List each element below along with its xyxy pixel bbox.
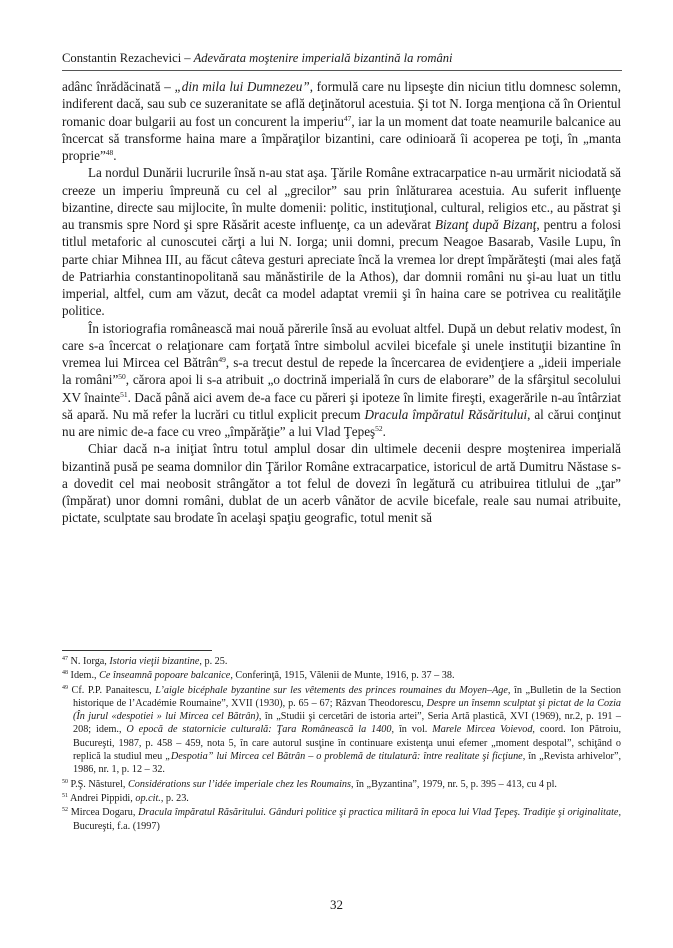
header-author: Constantin Rezachevici xyxy=(62,51,182,65)
text-run: Cf. P.P. Panaitescu, xyxy=(68,684,156,696)
footnote-52 xyxy=(62,806,621,833)
footnote-47 xyxy=(62,655,621,668)
paragraph-1 xyxy=(62,78,621,164)
text-run: , iar la un moment dat toate neamurile balcanice au încercat să transforme haina mare a împăraţilor bizantini, care odinioară îi acoperea pe toţi, în „manta proprie” xyxy=(62,113,621,163)
text-run: Mircea Dogaru, xyxy=(68,807,139,819)
text-run: , p. 23. xyxy=(160,792,189,804)
text-run-italic: Ce înseamnă popoare balcanice xyxy=(99,670,231,682)
text-run-italic: „din mila lui Dumnezeu” xyxy=(174,79,310,94)
footnote-rule xyxy=(62,650,212,651)
text-run: , în „Bulletin de la Section historique de l’Académie Roumaine”, XVII (1930), p. 65 – 67; Răzvan Theodorescu, xyxy=(73,684,621,709)
footnote-ref: 49 xyxy=(218,355,226,364)
text-run: Andrei Pippidi, xyxy=(68,792,136,804)
text-run-italic: O epocă de statornicie culturală: Ţara Românească la 1400 xyxy=(126,724,392,736)
text-run-italic: Marele Mircea Voievod xyxy=(432,724,533,736)
text-run: N. Iorga, xyxy=(68,656,110,667)
footnote-51 xyxy=(62,792,621,805)
text-run: , în vol. xyxy=(391,724,433,736)
paragraph-4 xyxy=(62,440,621,526)
footnote-ref: 50 xyxy=(118,372,126,382)
paragraph-3 xyxy=(62,320,621,441)
text-run: Bucureşti, f.a. (1997) xyxy=(73,820,160,832)
text-run: adânc înrădăcinată – xyxy=(62,79,175,94)
text-run-italic: L’aigle bicéphale byzantine sur les vêtements des princes roumaines du Moyen–Age xyxy=(155,684,508,696)
text-run: , s-a trecut destul de repede la încercarea de evidenţiere a „ideii imperiale la români” xyxy=(62,355,622,388)
header-title: Adevărata moştenire imperială bizantină la români xyxy=(193,51,453,65)
footnotes xyxy=(62,655,621,834)
text-run-italic: op.cit. xyxy=(135,792,161,804)
text-run: , în „Byzantina”, 1979, nr. 5, p. 395 – 413, cu 4 pl. xyxy=(350,778,557,790)
text-run: P.Ş. Năsturel, xyxy=(68,778,128,790)
footnote-number: 47 xyxy=(62,656,68,662)
text-run: , Conferinţă, 1915, Vălenii de Munte, 1916, p. 37 – 38. xyxy=(230,670,455,682)
text-run: Chiar dacă n-a iniţiat întru totul amplul dosar din ultimele decenii despre moştenirea imperială bizantină pusă pe seama domnilor din Ţărilor Române extracarpatice, istoricul de artă Dumitru Năstase s-a dovedit cel mai neobosit strângător a tot felul de dovezi în legătură cu atribuirea titlului de „ţar” (împărat) unor domni români, dublat de un acerb vânător de acvile bicefale, reale sau numai atribuite, pictate, sculptate sau brodate în acelaşi spaţiu geografic, totul menit să xyxy=(62,441,621,526)
text-run-italic: Dracula împăratul Răsăritului. Gânduri politice şi practica militară în epoca lui Vlad Ţepeş. Tradiţie şi originalitate, xyxy=(138,807,621,819)
text-run: , cărora apoi li s-a atribuit „o doctrină imperială în curs de elaborare” de la sfârşitul secolului XV înainte xyxy=(62,372,622,405)
footnote-number: 51 xyxy=(62,792,68,799)
body-text xyxy=(62,78,621,527)
text-run-italic: Bizanţ după Bizanţ xyxy=(434,217,537,232)
header-rule xyxy=(62,70,622,71)
text-run: , p. 25. xyxy=(199,656,228,667)
text-run-italic: Istoria vieţii bizantine xyxy=(109,656,200,667)
text-run: , coord. Ion Pătroiu, Bucureşti, 1987, p. 458 – 459, nota 5, în care autorul susţine în continuare existenţa unui efemer „moment despotal”, schiţând o replică la studiul meu xyxy=(73,724,621,763)
text-run: , în „Revista arhivelor”, 1986, nr. 1, p. 12 – 32. xyxy=(73,751,622,776)
footnote-number: 49 xyxy=(62,684,68,691)
footnote-48 xyxy=(62,669,621,682)
text-run: La nordul Dunării lucrurile însă n-au stat aşa. Ţările Române extracarpatice n-au urmărit niciodată să creeze un imperiu împreună cu cel al „grecilor” sau prin înlăturarea acestuia. Au suferit influenţe bizantine, directe sau mijlocite, în multe domenii: politic, instituţional, cultural, religios etc., au păstrat şi au transmis spre Nord şi spre Răsărit aceste influenţe, ca un adevărat xyxy=(62,165,621,232)
text-run: , formulă care nu lipseşte din niciun titlu domnesc solemn, indiferent dacă, sau sub ce suzeranitate se află deţinătorul acestuia. Şi tot N. Iorga menţiona că în Orientul romanic doar bulgarii au fost un concurent la imperiu xyxy=(62,79,622,129)
footnote-ref: 51 xyxy=(120,389,128,399)
text-run-italic: Considérations sur l’idée imperiale chez les Roumains xyxy=(128,778,351,790)
footnote-49 xyxy=(62,684,621,777)
footnote-50 xyxy=(62,778,621,791)
footnote-ref: 47 xyxy=(343,113,352,123)
footnote-number: 50 xyxy=(62,778,68,785)
text-run-italic: „Despotia” lui Mircea cel Bătrân – o problemă de titulatură: între realitate şi ficţiune xyxy=(165,751,523,763)
footnote-ref: 48 xyxy=(105,148,114,157)
footnote-ref: 52 xyxy=(375,424,383,433)
header-separator: – xyxy=(184,51,191,65)
text-run-italic: Dracula împăratul Răsăritului xyxy=(364,406,528,422)
page-number: 32 xyxy=(330,897,343,912)
text-run-italic: Despre un însemn sculptat şi pictat de la Cozia (În jurul «despotiei » lui Mircea cel Bătrân) xyxy=(73,697,621,723)
text-run: , pentru a folosi titlul metaforic al cunoscutei cărţi a lui N. Iorga; unii domni, precum Neagoe Basarab, Vasile Lupu, în parte chiar Mihnea III, au făcut câteva gesturi apreciate încă la vremea lor drept împărăteşti (mai ales faţă de Patriarhia constantinopolitană sau mănăstirile de la Athos), dar domnii români nu şi-au luat un titlu imperial, altfel, cum am văzut, decât ca model adaptat vremii şi în haina care se potrivea cu realităţile politice. xyxy=(62,217,621,319)
running-header xyxy=(62,50,622,66)
text-run: , al cărui conţinut nu are nimic de-a face cu vreo „împărăţie” a lui Vlad Ţepeş xyxy=(62,406,621,439)
text-run: . xyxy=(113,148,117,163)
footnote-number: 52 xyxy=(62,807,68,814)
text-run: În istoriografia românească mai nouă părerile însă au evoluat altfel. După un debut relativ modest, în care s-a încercat o relaţionare cam forţată între simbolul acvilei bicefale şi unele instituţii bizantine în vremea lui Mircea cel Bătrân xyxy=(62,320,621,370)
text-run: , în „Studii şi cercetări de istoria artei”, Seria Artă plastică, XVI (1969), nr.2, p. 191 – 208; idem., xyxy=(73,711,621,736)
text-run: . Dacă până aici avem de-a face cu păreri şi ipoteze în limite fireşti, exagerările n-au întârziat să apară. Nu mă refer la lucrări cu titlul explicit precum xyxy=(62,389,621,422)
paragraph-2 xyxy=(62,164,621,319)
text-run: . xyxy=(382,424,386,439)
footnote-number: 48 xyxy=(62,670,68,677)
text-run: Idem., xyxy=(68,670,100,682)
